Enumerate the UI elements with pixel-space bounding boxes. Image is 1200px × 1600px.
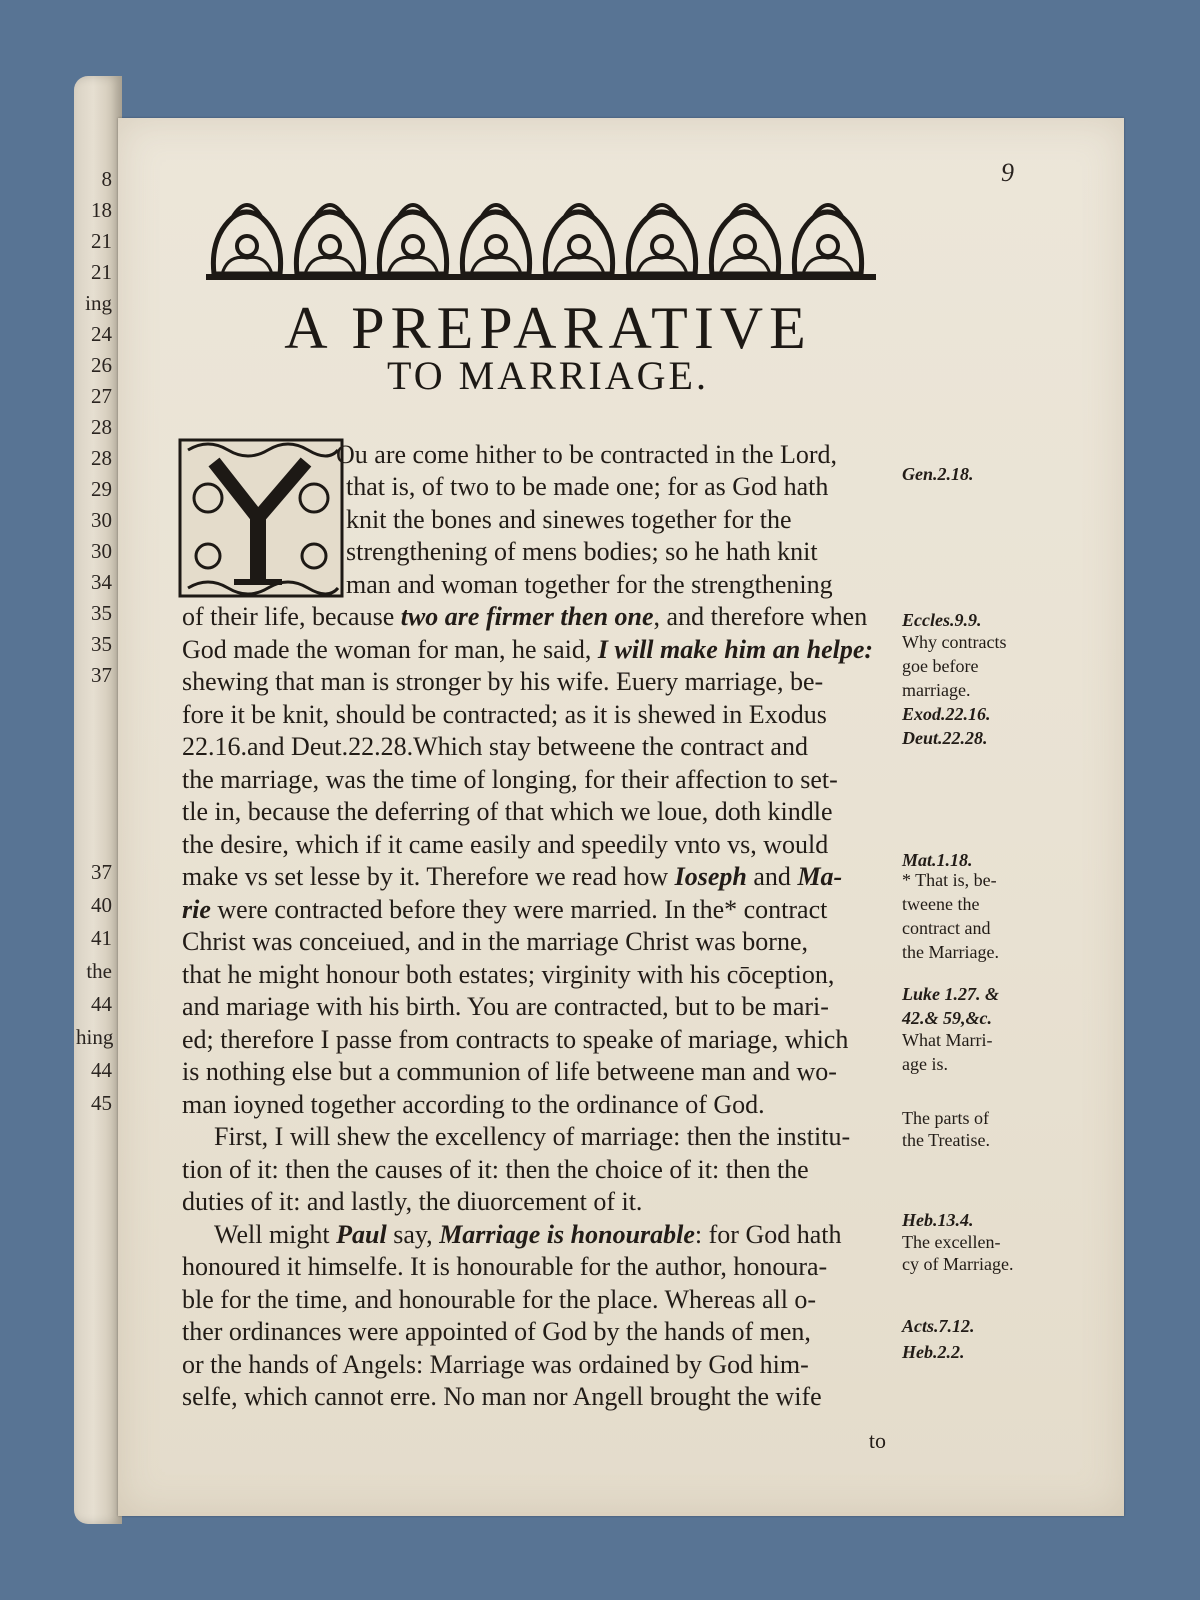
margin-note: What Marri- [902,1030,993,1050]
text-run: say, [386,1220,440,1249]
text-run: fore it be knit, should be contracted; as it is shewed in Exodus [182,700,827,729]
text-line [336,440,837,470]
left-page-number: hing [76,1025,114,1049]
margin-note: The excellen- [902,1232,1001,1252]
margin-note: Mat.1.18. [902,850,973,870]
title-sub: TO MARRIAGE. [387,353,709,398]
text-run: man ioyned together according to the ordinance of God. [182,1090,765,1119]
text-line [182,960,834,990]
headpiece-ornament [206,188,876,282]
text-run: the marriage, was the time of longing, for their affection to set- [182,765,838,794]
left-page-number: 41 [91,926,112,950]
left-page-number: 37 [91,860,112,884]
text-run: Well might [214,1220,337,1249]
text-run: ed; therefore I passe from contracts to speake of mariage, which [182,1025,849,1054]
margin-note: Deut.22.28. [902,728,988,748]
margin-note: contract and [902,918,991,938]
margin-note: Acts.7.12. [902,1316,975,1336]
text-line [182,1382,822,1412]
text-run: of their life, because [182,602,401,631]
text-run: selfe, which cannot erre. No man nor Angell brought the wife [182,1382,822,1411]
text-run: tion of it: then the causes of it: then the choice of it: then the [182,1155,809,1184]
left-page-number: 30 [91,508,112,532]
text-run: Paul [336,1220,387,1249]
text-run: that he might honour both estates; virginity with his cōception, [182,960,835,989]
text-line [182,667,823,697]
text-run: strengthening of mens bodies; so he hath knit [346,537,818,566]
text-run: man and woman together for the strengthening [346,570,833,599]
left-page-number: 21 [91,260,112,284]
margin-note: the Marriage. [902,942,999,962]
text-line [214,1122,850,1152]
left-page-numbers-top [78,164,112,691]
margin-note: 42.& 59,&c. [902,1008,992,1028]
text-line [182,1025,848,1055]
margin-note: cy of Marriage. [902,1254,1014,1274]
text-line [182,1187,642,1217]
text-line [182,1155,809,1185]
text-line [182,862,842,892]
text-run: First, I will shew the excellency of marriage: then the institu- [214,1122,851,1151]
left-page-number: 27 [91,384,112,408]
left-page-number: 44 [91,992,112,1016]
text-line [346,570,833,600]
catchword: to [868,1428,886,1453]
margin-note: Heb.13.4. [902,1210,974,1230]
left-page-number: 34 [91,570,112,594]
left-page-number: 35 [91,601,112,625]
text-run: ble for the time, and honourable for the place. Whereas all o- [182,1285,817,1314]
margin-note: Why contracts [902,632,1007,652]
text-run: two are firmer then one [400,602,654,631]
left-page-number: 28 [91,446,112,470]
left-page-number: ing [85,291,112,315]
text-line [214,1220,842,1250]
margin-note: goe before [902,656,979,676]
book-page [118,118,1124,1516]
text-run: God made the woman for man, he said, [182,635,598,664]
left-page-number: the [86,959,112,983]
left-page-number: 35 [91,632,112,656]
text-line [182,1285,816,1315]
margin-note: Eccles.9.9. [902,610,982,630]
margin-note: age is. [902,1054,948,1074]
margin-note: Gen.2.18. [902,464,974,484]
left-page-number: 21 [91,229,112,253]
text-line [182,927,808,957]
text-run: duties of it: and lastly, the diuorcement of it. [182,1187,643,1216]
text-line [182,635,873,665]
text-line [182,797,833,827]
text-run: 22.16.and Deut.22.28.Which stay betweene the contract and [182,732,808,761]
text-run: were contracted before they were married. In the* contract [210,895,828,924]
text-run: shewing that man is stronger by his wife. Euery marriage, be- [182,667,824,696]
left-page-number: 28 [91,415,112,439]
text-run: , and therefore when [653,602,868,631]
text-run: is nothing else but a communion of life betweene man and wo- [182,1057,837,1086]
text-line [346,537,818,567]
text-line [346,505,792,535]
left-page-number: 24 [91,322,112,346]
left-page-number: 18 [91,198,112,222]
margin-note: marriage. [902,680,971,700]
text-run: honoured it himselfe. It is honourable for the author, honoura- [182,1252,828,1281]
margin-note: * That is, be- [902,870,997,890]
margin-note: Luke 1.27. & [902,984,999,1004]
text-line [346,472,828,502]
text-run: I will make him an helpe: [597,635,874,664]
text-run: ther ordinances were appointed of God by the hands of men, [182,1317,811,1346]
margin-note: the Treatise. [902,1130,990,1150]
page-number: 9 [1001,158,1014,187]
text-run: or the hands of Angels: Marriage was ordained by God him- [182,1350,809,1379]
text-run: and mariage with his birth. You are contracted, but to be mari- [182,992,829,1021]
text-line [182,732,808,762]
margin-note: Heb.2.2. [902,1342,965,1362]
left-page-number: 40 [91,893,112,917]
text-run: : for God hath [694,1220,842,1249]
text-run: knit the bones and sinewes together for the [346,505,792,534]
left-page-number: 44 [91,1058,112,1082]
text-line [182,700,827,730]
decorated-initial-y [178,438,344,598]
text-line [182,765,838,795]
text-run: the desire, which if it came easily and speedily vnto vs, would [182,830,829,859]
text-run: Christ was conceiued, and in the marriage Christ was borne, [182,927,808,956]
text-run: rie [182,895,211,924]
left-page-number: 30 [91,539,112,563]
text-line [182,1317,811,1347]
text-run: tle in, because the deferring of that which we loue, doth kindle [182,797,833,826]
text-run: Marriage is honourable [439,1220,695,1249]
text-run: make vs set lesse by it. Therefore we read how [182,862,675,891]
text-run: Ou are come hither to be contracted in the Lord, [336,440,838,469]
text-line [182,1252,827,1282]
text-run: Ioseph [674,862,747,891]
margin-note: Exod.22.16. [902,704,991,724]
title-main: A PREPARATIVE [284,295,812,361]
margin-note: tweene the [902,894,980,914]
text-run: that is, of two to be made one; for as God hath [346,472,829,501]
text-line [182,1090,765,1120]
left-page-number: 8 [101,167,112,191]
left-page-edge [74,76,122,1524]
left-page-numbers-bottom [76,856,112,1120]
text-run: Ma- [797,862,843,891]
margin-note: The parts of [902,1108,989,1128]
text-line [182,1350,809,1380]
left-page-number: 26 [91,353,112,377]
text-line [182,1057,837,1087]
left-page-number: 45 [91,1091,112,1115]
text-line [182,602,867,632]
left-page-number: 29 [91,477,112,501]
text-run: and [746,862,798,891]
left-page-number: 37 [91,663,112,687]
text-line [182,895,827,925]
text-line [182,992,829,1022]
text-line [182,830,828,860]
